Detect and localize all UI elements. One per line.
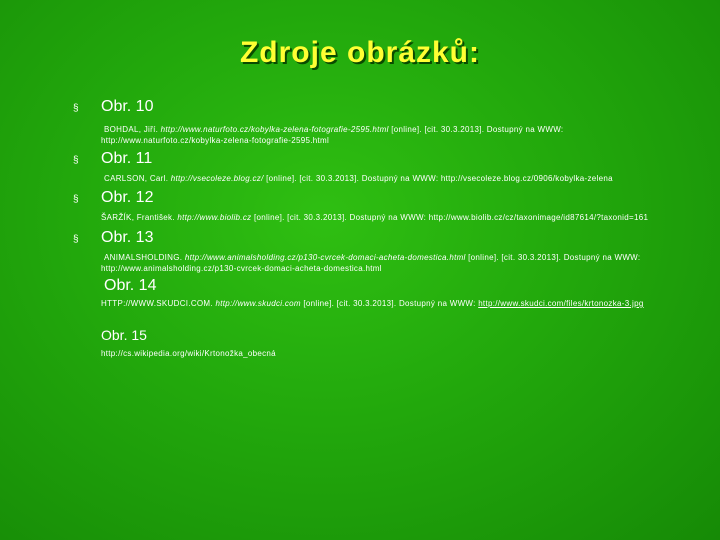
bullet-icon: § xyxy=(73,194,79,205)
item-heading: Obr. 10 xyxy=(101,98,154,115)
reference-line: http://cs.wikipedia.org/wiki/Krtonožka_obecná xyxy=(101,349,276,358)
bullet-icon: § xyxy=(73,234,79,245)
item-heading: Obr. 14 xyxy=(104,277,157,294)
item-heading: Obr. 12 xyxy=(101,189,154,206)
item-heading: Obr. 15 xyxy=(101,327,147,343)
reference-line: HTTP://WWW.SKUDCI.COM. http://www.skudci.com [online]. [cit. 30.3.2013]. Dostupný na WWW: http://www.skudci.com/files/krtonozka-3.jpg xyxy=(101,299,644,308)
reference-line: http://www.naturfoto.cz/kobylka-zelena-fotografie-2595.html xyxy=(101,136,330,145)
reference-line: ANIMALSHOLDING. http://www.animalsholding.cz/p130-cvrcek-domaci-acheta-domestica.html [online]. [cit. 30.3.2013]. Dostupný na WWW: xyxy=(104,253,641,262)
reference-link[interactable]: http://www.skudci.com/files/krtonozka-3.jpg xyxy=(478,299,644,308)
reference-line: CARLSON, Carl. http://vsecoleze.blog.cz/ [online]. [cit. 30.3.2013]. Dostupný na WWW: http://vsecoleze.blog.cz/0906/kobylka-zelena xyxy=(104,174,613,183)
bullet-icon: § xyxy=(73,155,79,166)
item-heading: Obr. 13 xyxy=(101,229,154,246)
reference-line: http://www.animalsholding.cz/p130-cvrcek-domaci-acheta-domestica.html xyxy=(101,264,382,273)
reference-line: BOHDAL, Jiří. http://www.naturfoto.cz/kobylka-zelena-fotografie-2595.html [online]. [cit. 30.3.2013]. Dostupný na WWW: xyxy=(104,125,564,134)
reference-line: ŠARŽÍK, František. http://www.biolib.cz [online]. [cit. 30.3.2013]. Dostupný na WWW: http://www.biolib.cz/cz/taxonimage/id87614/?taxonid=161 xyxy=(101,213,649,222)
slide-title: Zdroje obrázků: xyxy=(239,36,480,69)
bullet-icon: § xyxy=(73,103,79,114)
item-heading: Obr. 11 xyxy=(101,150,153,167)
